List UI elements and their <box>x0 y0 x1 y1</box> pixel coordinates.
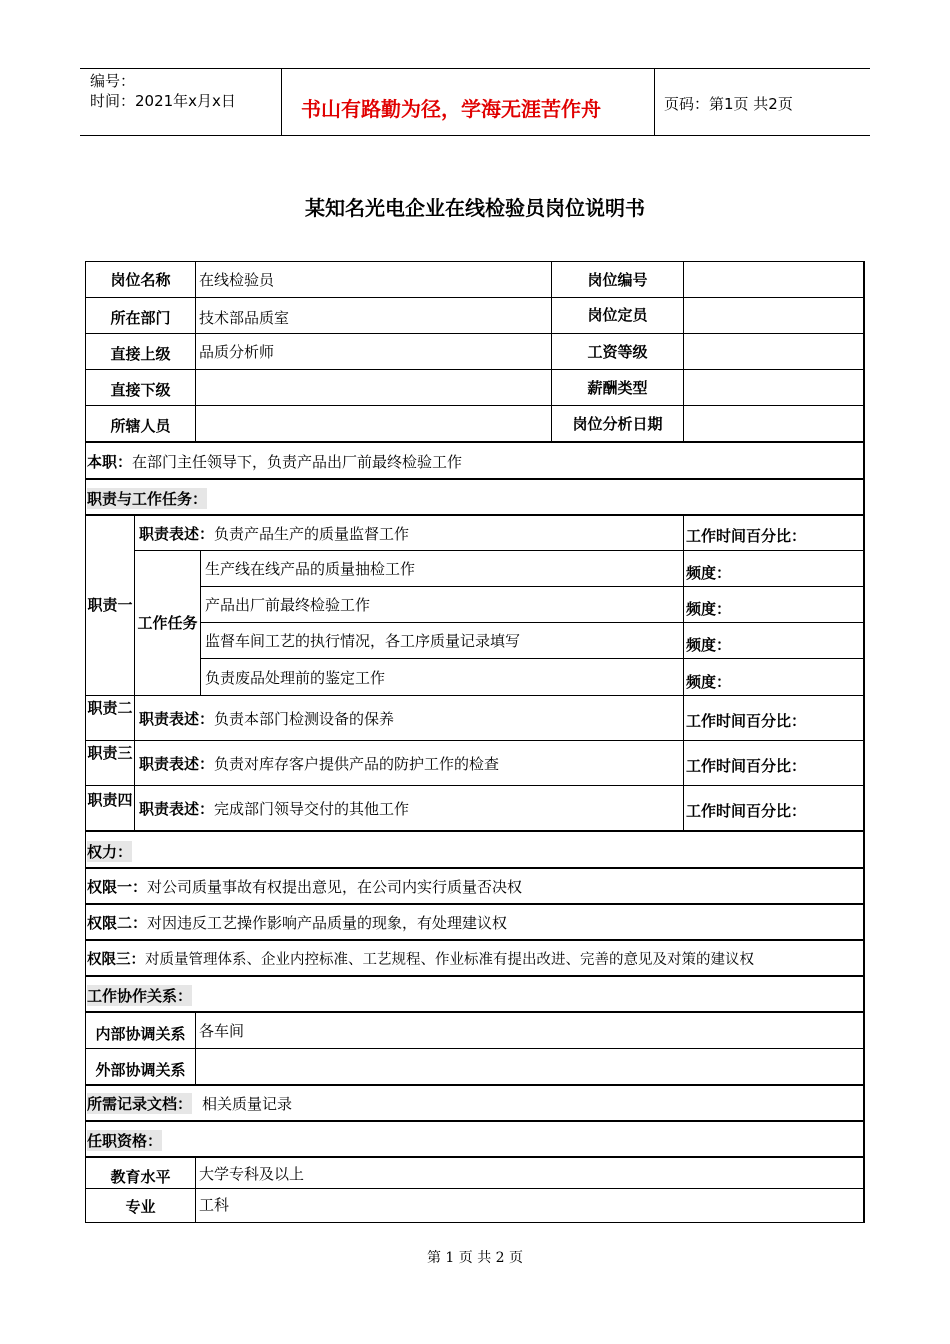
header-motto: 书山有路勤为径，学海无涯苦作舟 <box>301 97 601 121</box>
duty1-task-1: 生产线在线产品的质量抽检工作 <box>205 560 416 578</box>
job-code-label: 岗位编号 <box>587 271 648 289</box>
major-label: 专业 <box>125 1198 156 1216</box>
external-coordination-value <box>199 1049 859 1084</box>
records-row <box>87 1087 857 1120</box>
table-border-bottom <box>85 1222 865 1223</box>
duty1-desc-row <box>139 516 679 550</box>
subordinate-label: 直接下级 <box>110 381 171 399</box>
duty4-desc-label: 职责表述： <box>139 799 215 818</box>
duty3-desc-row <box>139 741 679 785</box>
authority-item-3 <box>87 941 863 975</box>
authority-2-label: 权限二： <box>87 913 148 932</box>
duty1-task-3: 监督车间工艺的执行情况，各工序质量记录填写 <box>205 632 521 650</box>
staff-label: 所辖人员 <box>110 416 171 435</box>
external-coordination-label: 外部协调关系 <box>95 1060 186 1079</box>
job-code-value <box>687 262 857 297</box>
duty-summary-row <box>87 445 857 478</box>
duty4-desc-row <box>139 786 679 830</box>
page-footer: 第 1 页 共 2 页 <box>426 1250 524 1266</box>
authority-3-text: 对质量管理体系、企业内控标准、工艺规程、作业标准有提出改进、完善的意见及对策的建议权 <box>145 951 754 968</box>
records-value: 相关质量记录 <box>202 1095 293 1113</box>
job-name-value: 在线检验员 <box>199 271 275 289</box>
cooperation-section-row <box>87 979 857 1011</box>
analysis-date-label: 岗位分析日期 <box>572 415 663 433</box>
salary-grade-value <box>687 334 857 369</box>
authority-3-label: 权限三： <box>87 951 145 968</box>
page-title: 某知名光电企业在线检验员岗位说明书 <box>305 196 645 220</box>
duty1-task-4-frequency: 频度： <box>686 672 732 691</box>
pay-type-value <box>687 370 857 405</box>
analysis-date-value <box>687 406 857 441</box>
authority-item-2 <box>87 905 863 939</box>
authority-section-row <box>87 835 857 867</box>
education-label: 教育水平 <box>110 1167 171 1186</box>
duty2-label: 职责二 <box>87 699 133 717</box>
duty-summary-label: 本职： <box>87 453 133 471</box>
duty2-desc-row <box>139 696 679 740</box>
headcount-value <box>687 298 857 333</box>
authority-item-1 <box>87 869 863 903</box>
salary-grade-label: 工资等级 <box>587 343 648 361</box>
subordinate-value <box>199 370 549 405</box>
qualification-section-title: 任职资格： <box>87 1131 163 1150</box>
qualification-section-row <box>87 1124 857 1156</box>
authority-section-title: 权力： <box>87 842 133 861</box>
duty1-task-2: 产品出厂前最终检验工作 <box>205 596 371 614</box>
cooperation-section-title: 工作协作关系： <box>87 986 193 1005</box>
duty1-task-1-frequency: 频度： <box>686 564 732 582</box>
authority-1-text: 对公司质量事故有权提出意见，在公司内实行质量否决权 <box>147 877 523 896</box>
header-divider-left <box>281 68 282 136</box>
document-date: 时间：2021年x月x日 <box>90 92 236 110</box>
duty1-percent-label: 工作时间百分比： <box>686 526 807 545</box>
staff-value <box>199 406 549 441</box>
duty1-task-3-frequency: 频度： <box>686 636 732 654</box>
education-value: 大学专科及以上 <box>199 1164 305 1183</box>
duty1-desc: 负责产品生产的质量监督工作 <box>214 524 410 543</box>
records-label: 所需记录文档： <box>87 1095 193 1113</box>
duties-section-title: 职责与工作任务： <box>87 489 208 508</box>
duty3-label: 职责三 <box>87 744 133 762</box>
job-name-label: 岗位名称 <box>110 271 171 289</box>
duty1-task-4: 负责废品处理前的鉴定工作 <box>205 668 386 687</box>
duty3-desc: 负责对库存客户提供产品的防护工作的检查 <box>214 754 500 773</box>
duty1-task-2-frequency: 频度： <box>686 600 732 618</box>
superior-label: 直接上级 <box>110 345 171 363</box>
internal-coordination-label: 内部协调关系 <box>95 1024 186 1043</box>
major-value: 工科 <box>199 1195 230 1214</box>
department-label: 所在部门 <box>110 309 171 327</box>
duty1-label: 职责一 <box>87 596 133 614</box>
duty4-label: 职责四 <box>87 791 133 809</box>
job-description-table <box>85 261 865 1223</box>
document-number: 编号： <box>90 72 136 90</box>
duty2-percent-label: 工作时间百分比： <box>686 711 807 730</box>
duty2-desc-label: 职责表述： <box>139 709 215 728</box>
pay-type-label: 薪酬类型 <box>587 379 648 397</box>
duty1-task-label: 工作任务 <box>137 614 198 632</box>
duty4-percent-label: 工作时间百分比： <box>686 801 807 820</box>
header-divider-right <box>654 68 655 136</box>
duty3-desc-label: 职责表述： <box>139 754 215 773</box>
internal-coordination-value: 各车间 <box>199 1022 245 1040</box>
authority-2-text: 对因违反工艺操作影响产品质量的现象，有处理建议权 <box>147 913 508 932</box>
duty4-desc: 完成部门领导交付的其他工作 <box>214 799 410 818</box>
department-value: 技术部品质室 <box>199 309 290 327</box>
duty-summary-text: 在部门主任领导下，负责产品出厂前最终检验工作 <box>132 453 463 471</box>
page-indicator: 页码：第1页 共2页 <box>664 95 793 113</box>
superior-value: 品质分析师 <box>199 343 275 361</box>
duties-section-row <box>87 482 857 514</box>
duty2-desc: 负责本部门检测设备的保养 <box>214 709 395 728</box>
duty1-desc-label: 职责表述： <box>139 524 215 543</box>
authority-1-label: 权限一： <box>87 877 148 896</box>
header-top-rule <box>80 68 870 69</box>
headcount-label: 岗位定员 <box>587 306 648 324</box>
header-bottom-rule <box>80 135 870 136</box>
duty3-percent-label: 工作时间百分比： <box>686 756 807 775</box>
